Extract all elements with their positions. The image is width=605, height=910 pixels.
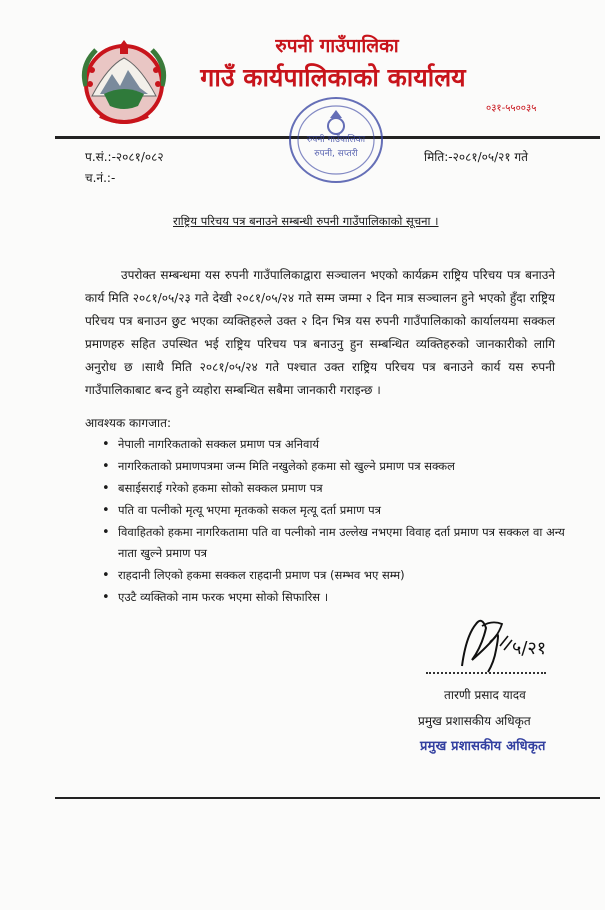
list-item: • पति वा पत्नीको मृत्यू भएमा मृतकको सकल मृत्यू दर्ता प्रमाण पत्र [100,500,570,521]
dispatch-number: च.नं.:- [85,171,116,185]
signer-title-stamp: प्रमुख प्रशासकीय अधिकृत [420,739,546,754]
letter-number: प.सं.:-२०८१/०८२ [85,150,164,164]
signer-name: तारणी प्रसाद यादव [444,688,526,702]
required-documents-heading: आवश्यक कागजात: [85,416,172,430]
required-documents-list [100,434,570,609]
list-item: • राहदानी लिएको हकमा सक्कल राहदानी प्रमाण पत्र (सम्भव भए सम्म) [100,565,570,586]
seal-line-1: रुपनी गाउँपालिका [306,135,366,145]
list-item: • एउटै व्यक्तिको नाम फरक भएमा सोको सिफारिस । [100,587,570,608]
letter-date: मिति:-२०८१/०५/२१ गते [424,150,529,164]
municipality-name: रुपनी गाउँपालिका [275,35,399,57]
seal-line-2: रुपनी, सप्तरी [314,149,358,159]
signature-date: ५/२१ [512,638,547,659]
phone-number: ०३१-५५००३५ [486,103,537,114]
nepal-emblem-logo [78,36,170,128]
list-item: • विवाहितको हकमा नागरिकतामा पति वा पत्नीको नाम उल्लेख नभएमा विवाह दर्ता प्रमाण पत्र सक्कल वा अन्य नाता खुल्ने प्रमाण पत्र [100,522,570,564]
list-item: • नागरिकताको प्रमाणपत्रमा जन्म मिति नखुलेको हकमा सो खुल्ने प्रमाण पत्र सक्कल [100,456,570,477]
notice-subject: राष्ट्रिय परिचय पत्र बनाउने सम्बन्धी रुपनी गाउँपालिकाको सूचना । [173,214,439,228]
list-item: • नेपाली नागरिकताको सक्कल प्रमाण पत्र अनिवार्य [100,434,570,455]
handwritten-signature [452,606,562,681]
signature-line [426,672,546,674]
signer-title: प्रमुख प्रशासकीय अधिकृत [418,714,531,728]
footer-divider [55,797,600,799]
office-seal-stamp [286,92,386,187]
office-name: गाउँ कार्यपालिकाको कार्यालय [200,63,466,92]
list-item: • बसाईसराई गरेको हकमा सोको सक्कल प्रमाण पत्र [100,478,570,499]
notice-body: उपरोक्त सम्बन्धमा यस रुपनी गाउँपालिकाद्वारा सञ्चालन भएको कार्यक्रम राष्ट्रिय परिचय पत्र बनाउने कार्य मिति २०८१/०५/२३ गते देखी २०८१/०५/२४ गते सम्म जम्मा २ दिन मात्र सञ्चालन हुने भएको हुँदा राष्ट्रिय परिचय पत्र बनाउन छुट भएका व्यक्तिहरुले उक्त २ दिन भित्र यस रुपनी गाउँपालिकाको कार्यालयमा सक्कल प्रमाणहरु सहित उपस्थित भई राष्ट्रिय परिचय पत्र बनाउनु हुन सम्बन्धित व्यक्तिहरुको जानकारीको लागि अनुरोध छ ।साथै मिति २०८१/०५/२४ गते पश्चात उक्त राष्ट्रिय परिचय पत्र बनाउने कार्य यस रुपनी गाउँपालिकाबाट बन्द हुने व्यहोरा सम्बन्धित सबैमा जानकारी गराइन्छ । [85,268,555,397]
